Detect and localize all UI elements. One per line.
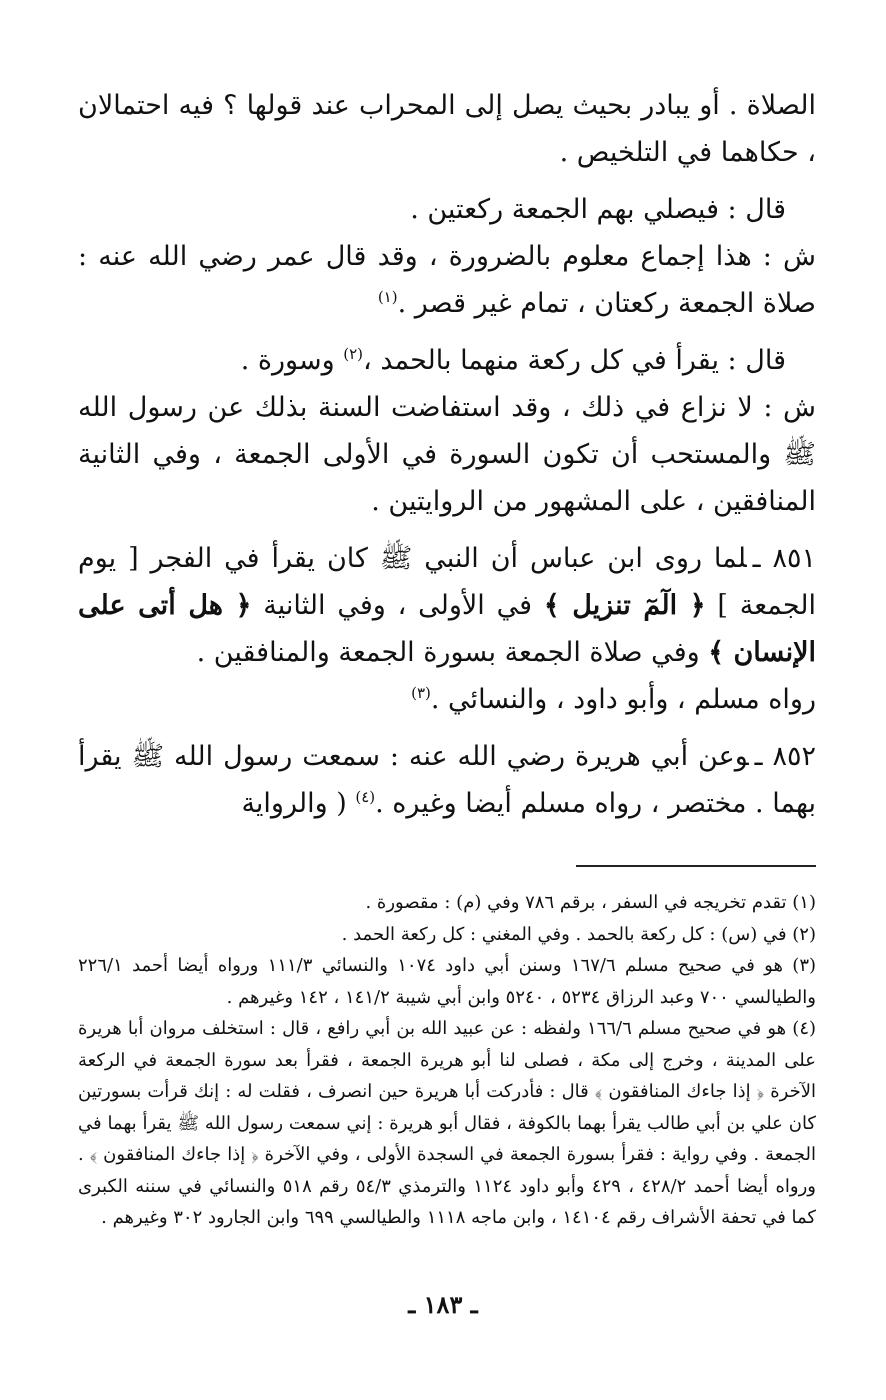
footnote-divider bbox=[576, 865, 816, 867]
quran-quote: ﴿ هل أتى على الإنسان ﴾ bbox=[78, 590, 816, 668]
quran-quote: ﴿ الٓمٓ تنزيل ﴾ bbox=[543, 590, 706, 621]
hadith-number: ٨٥٢ ـ bbox=[754, 741, 816, 772]
footnote-1: (١) تقدم تخريجه في السفر ، برقم ٧٨٦ وفي (م) : مقصورة . bbox=[365, 892, 816, 913]
sharh-2: ش : لا نزاع في ذلك ، وقد استفاضت السنة بذلك عن رسول الله ﷺ والمستحب أن تكون السورة في الأولى الجمعة ، وفي الثانية المنافقين ، على المشهور من الروايتين . bbox=[78, 392, 816, 517]
footnote-ref-4[interactable]: (٤) bbox=[355, 788, 376, 806]
hadith-852: ٨٥٢ ـوعن أبي هريرة رضي الله عنه : سمعت رسول الله ﷺ يقرأ بهما . مختصر ، رواه مسلم أيضا وغيره .$^{(٤)}$ ( والرواية bbox=[78, 741, 816, 819]
footnote-ref-3[interactable]: (٣) bbox=[411, 684, 431, 702]
matn-2: قال : يقرأ في كل ركعة منهما بالحمد ،$^{(٢)}$ وسورة . bbox=[240, 345, 786, 376]
page-body bbox=[78, 82, 816, 1234]
sharh-1: ش : هذا إجماع معلوم بالضرورة ، وقد قال عمر رضي الله عنه : صلاة الجمعة ركعتان ، تمام غير قصر .$^{(١)}$ bbox=[78, 241, 816, 319]
main-text bbox=[78, 82, 816, 827]
footnote-3: (٣) هو في صحيح مسلم ١٦٧/٦ وسنن أبي داود ١٠٧٤ والنسائي ١١١/٣ ورواه أيضا أحمد ٢٢٦/١ والطيالسي ٧٠٠ وعبد الرزاق ٥٢٣٤ ، ٥٢٤٠ وابن أبي شيبة ١٤١/٢ ، ١٤٢ وغيرهم . bbox=[78, 955, 817, 1008]
footnotes bbox=[78, 887, 816, 1234]
page-number: ـ ١٨٣ ـ bbox=[408, 1290, 478, 1319]
footnote-ref-2[interactable]: (٢) bbox=[343, 345, 364, 363]
paragraph-1: الصلاة . أو يبادر بحيث يصل إلى المحراب عند قولها ؟ فيه احتمالان ، حكاهما في التلخيص . bbox=[78, 90, 816, 168]
matn-1: قال : فيصلي بهم الجمعة ركعتين . bbox=[410, 194, 786, 225]
hadith-851-source: رواه مسلم ، وأبو داود ، والنسائي .$^{(٣)}$ bbox=[411, 684, 816, 715]
hadith-number: ٨٥١ ـ bbox=[752, 543, 817, 574]
footnote-ref-1[interactable]: (١) bbox=[377, 288, 398, 306]
footnote-4: (٤) هو في صحيح مسلم ١٦٦/٦ ولفظه : عن عبيد الله بن أبي رافع ، قال : استخلف مروان أبا هريرة على المدينة ، وخرج إلى مكة ، فصلى لنا أبو هريرة الجمعة ، فقرأ بعد سورة الجمعة في الركعة الآخرة ﴿ إذا جاءك المنافقون ﴾ قال : فأدركت أبا هريرة حين انصرف ، فقلت له : إنك قرأت بسورتين كان علي بن أبي طالب يقرأ بهما بالكوفة ، فقال أبو هريرة : إني سمعت رسول الله ﷺ يقرأ بهما في الجمعة . وفي رواية : فقرأ بسورة الجمعة في السجدة الأولى ، وفي الآخرة ﴿ إذا جاءك المنافقون ﴾ . ورواه أيضا أحمد ٤٢٨/٢ ، ٤٢٩ وأبو داود ١١٢٤ والترمذي ٥٤/٣ رقم ٥١٨ والنسائي في سننه الكبرى كما في تحفة الأشراف رقم ١٤١٠٤ ، وابن ماجه ١١١٨ والطيالسي ٦٩٩ وابن الجارود ٣٠٢ وغيرهم . bbox=[78, 1018, 817, 1228]
footnote-2: (٢) في (س) : كل ركعة بالحمد . وفي المغني : كل ركعة الحمد . bbox=[341, 923, 816, 945]
hadith-851: ٨٥١ ـلما روى ابن عباس أن النبي ﷺ كان يقرأ في الفجر [ يوم الجمعة ] ﴿ الٓمٓ تنزيل ﴾ في الأولى ، وفي الثانية ﴿ هل أتى على الإنسان ﴾ وفي صلاة الجمعة بسورة الجمعة والمنافقين . bbox=[78, 543, 817, 668]
